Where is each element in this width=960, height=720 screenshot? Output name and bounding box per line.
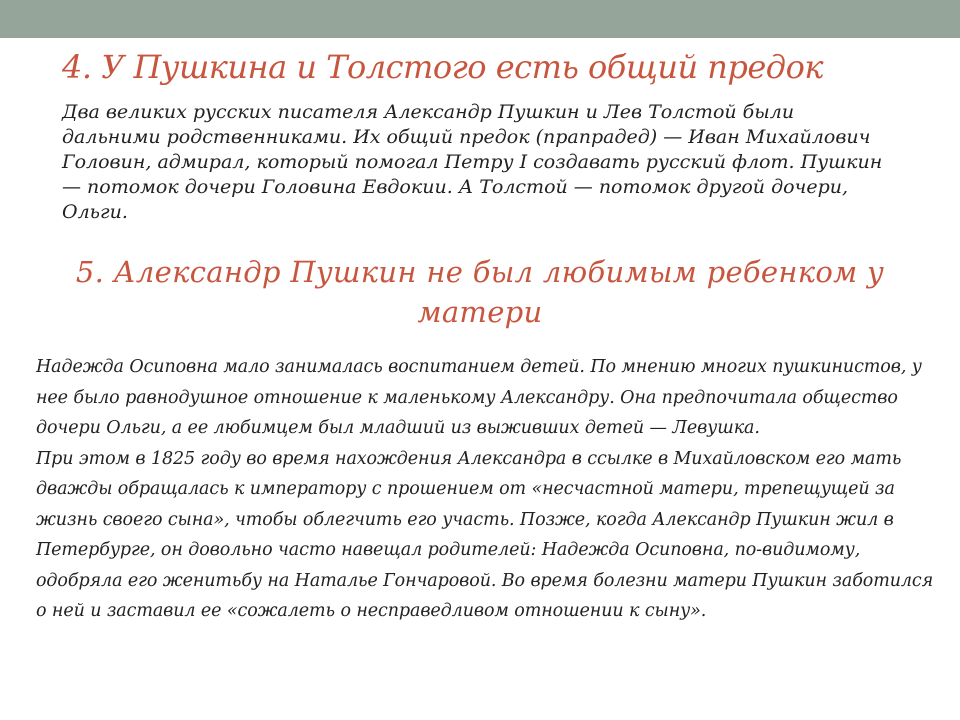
- section-1-text: Два великих русских писателя Александр Пушкин и Лев Толстой были дальними родственниками. Их общий предок (прапрадед) — Иван Михайлович Головин, адмирал, который помогал Петру I создавать русский флот. Пушкин — потомок дочери Головина Евдокии. А Толстой — потомок другой дочери, Ольги.: [62, 101, 883, 223]
- top-band: [0, 0, 960, 38]
- section-2-paragraph-2: При этом в 1825 году во время нахождения Александра в ссылке в Михайловском его мать дважды обращалась к императору с прошением от «несчастной матери, трепещущей за жизнь своего сына», чтобы облегчить его участь. Позже, когда Александр Пушкин жил в Петербурге, он довольно часто навещал родителей: Надежда Осиповна, по-видимому, одобряла его женитьбу на Наталье Гончаровой. Во время болезни матери Пушкин заботился о ней и заставил ее «сожалеть о несправедливом отношении к сыну».: [36, 448, 934, 621]
- section-2-body: [36, 352, 941, 627]
- section-2-paragraph-1: Надежда Осиповна мало занималась воспитанием детей. По мнению многих пушкинистов, у нее было равнодушное отношение к маленькому Александру. Она предпочитала общество дочери Ольги, а ее любимцем был младший из выживших детей — Левушка.: [36, 357, 922, 438]
- section-2-heading: 5. Александр Пушкин не был любимым ребенком у матери: [75, 255, 885, 329]
- section-1-heading: 4. У Пушкина и Толстого есть общий предок: [62, 48, 823, 86]
